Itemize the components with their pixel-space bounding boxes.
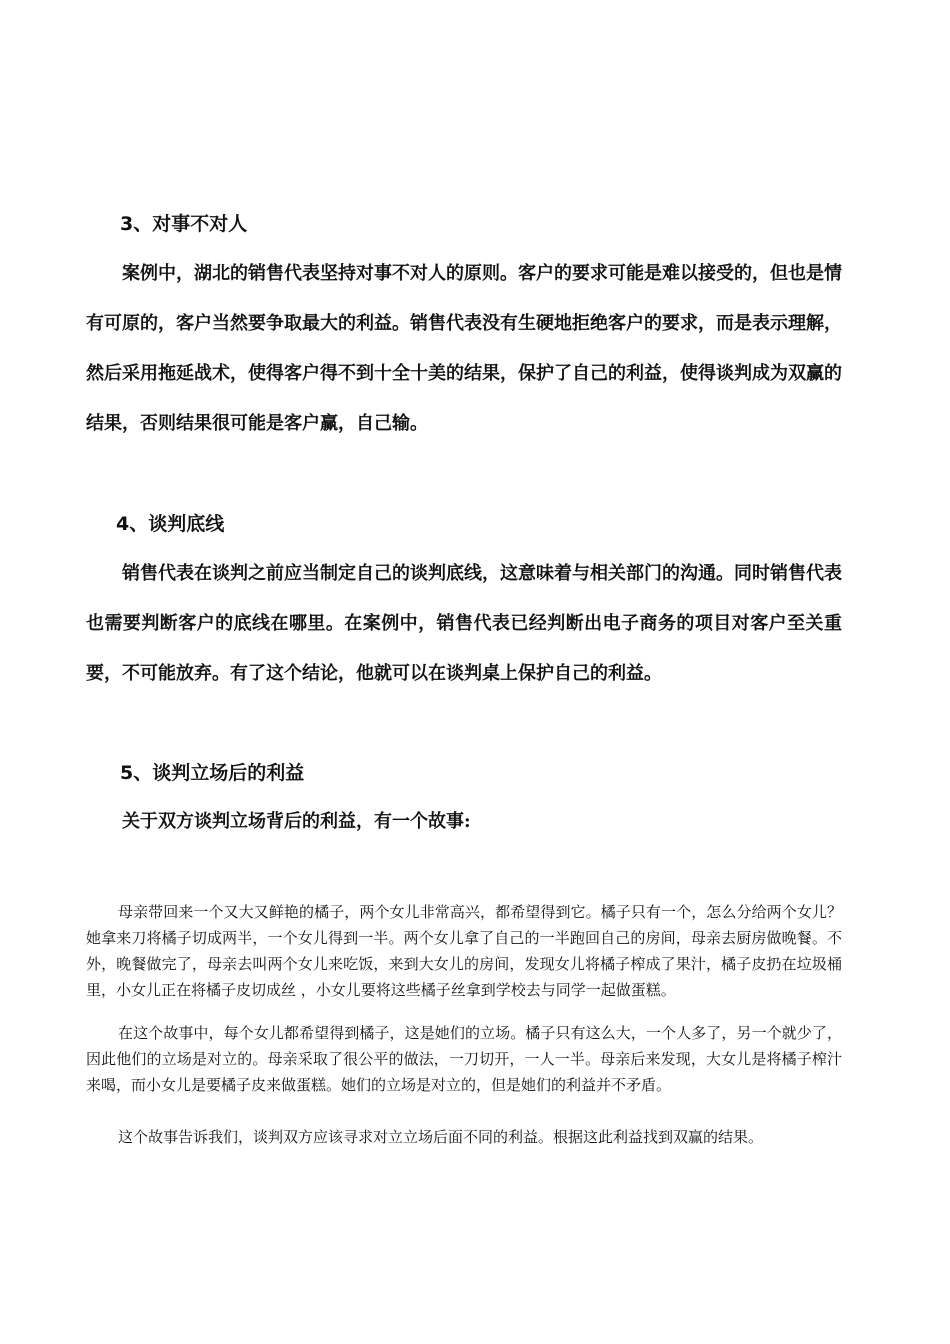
- section-5-heading: 5、谈判立场后的利益: [120, 762, 305, 784]
- story-paragraph-2: 在这个故事中，每个女儿都希望得到橘子，这是她们的立场。橘子只有这么大，一个人多了，另一个就少了，因此他们的立场是对立的。母亲采取了很公平的做法，一刀切开，一人一半。母亲后来发现，大女儿是将橘子榨汁来喝，而小女儿是要橘子皮来做蛋糕。她们的立场是对立的，但是她们的利益并不矛盾。: [86, 1024, 842, 1094]
- story-paragraph-1: 母亲带回来一个又大又鲜艳的橘子，两个女儿非常高兴，都希望得到它。橘子只有一个，怎么分给两个女儿？她拿来刀将橘子切成两半，一个女儿得到一半。两个女儿拿了自己的一半跑回自己的房间，母亲去厨房做晚餐。不外，晚餐做完了，母亲去叫两个女儿来吃饭，来到大女儿的房间，发现女儿将橘子榨成了果汁，橘子皮扔在垃圾桶里，小女儿正在将橘子皮切成丝 ，小女儿要将这些橘子丝拿到学校去与同学一起做蛋糕。: [86, 903, 842, 999]
- section-4-heading: 4、谈判底线: [116, 513, 225, 535]
- section-3-heading: 3、对事不对人: [120, 213, 248, 235]
- section-5-intro: 关于双方谈判立场背后的利益，有一个故事:: [122, 811, 471, 832]
- section-4-body: 销售代表在谈判之前应当制定自己的谈判底线，这意味着与相关部门的沟通。同时销售代表也需要判断客户的底线在哪里。在案例中，销售代表已经判断出电子商务的项目对客户至关重要，不可能放弃。有了这个结论，他就可以在谈判桌上保护自己的利益。: [86, 563, 842, 684]
- section-3-body: 案例中，湖北的销售代表坚持对事不对人的原则。客户的要求可能是难以接受的，但也是情有可原的，客户当然要争取最大的利益。销售代表没有生硬地拒绝客户的要求，而是表示理解，然后采用拖延战术，使得客户得不到十全十美的结果，保护了自己的利益，使得谈判成为双赢的结果，否则结果很可能是客户赢，自己输。: [86, 263, 842, 434]
- story-paragraph-3: 这个故事告诉我们，谈判双方应该寻求对立立场后面不同的利益。根据这此利益找到双赢的结果。: [118, 1128, 764, 1146]
